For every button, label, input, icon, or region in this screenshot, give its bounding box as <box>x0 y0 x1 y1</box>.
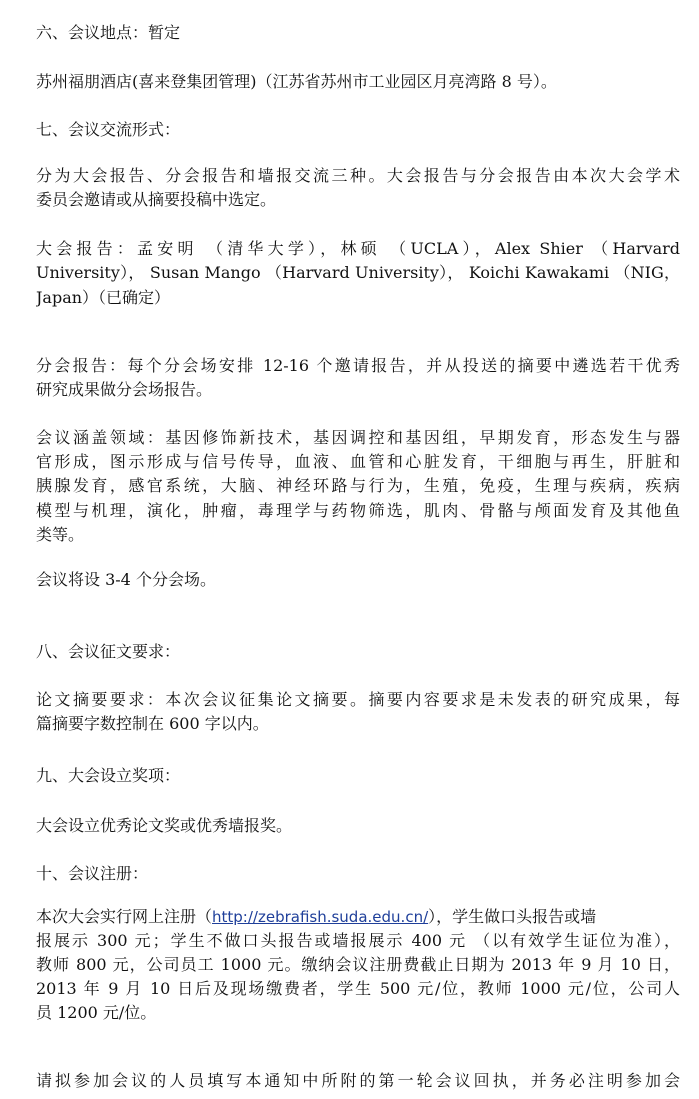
topics-line-3: 胰腺发育，感官系统，大脑、神经环路与行为，生殖，免疫，生理与疾病，疾病 <box>36 476 680 495</box>
section-10-heading: 十、会议注册： <box>36 864 149 883</box>
registration-line-3: 教师 800 元，公司员工 1000 元。缴纳会议注册费截止日期为 2013 年 9 月 10 日， <box>36 955 680 974</box>
exchange-format-line-1: 分为大会报告、分会报告和墙报交流三种。大会报告与分会报告由本次大会学术 <box>36 166 680 185</box>
registration-line-1 <box>36 905 680 929</box>
venue-text: 苏州福朋酒店(喜来登集团管理)（江苏省苏州市工业园区月亮湾路 8 号）。 <box>36 72 557 91</box>
closing-text-line-1: 请拟参加会议的人员填写本通知中所附的第一轮会议回执，并务必注明参加会 <box>36 1071 680 1090</box>
session-reports-line-2: 研究成果做分会场报告。 <box>36 380 213 399</box>
exchange-format-line-2: 委员会邀请或从摘要投稿中选定。 <box>36 190 277 209</box>
plenary-speakers-line-3: Japan）（已确定） <box>36 288 171 307</box>
section-6-heading: 六、会议地点：暂定 <box>36 23 181 42</box>
abstract-requirement-line-1: 论文摘要要求：本次会议征集论文摘要。摘要内容要求是未发表的研究成果，每 <box>36 690 680 709</box>
registration-line-2: 报展示 300 元；学生不做口头报告或墙报展示 400 元 （以有效学生证位为准）， <box>36 931 680 950</box>
registration-link[interactable]: http://zebrafish.suda.edu.cn/ <box>212 908 429 926</box>
topics-line-1: 会议涵盖领域：基因修饰新技术，基因调控和基因组，早期发育，形态发生与器 <box>36 428 680 447</box>
awards-text: 大会设立优秀论文奖或优秀墙报奖。 <box>36 816 293 835</box>
section-7-heading: 七、会议交流形式： <box>36 120 181 139</box>
registration-line-4: 2013 年 9 月 10 日后及现场缴费者，学生 500 元/位，教师 1000 元/位，公司人 <box>36 979 680 998</box>
registration-line-1-pre: 本次大会实行网上注册（ <box>36 907 213 926</box>
plenary-speakers-line-1: 大会报告：孟安明 （清华大学），林硕 （UCLA），Alex Shier （Harvard <box>36 239 680 258</box>
session-count-text: 会议将设 3-4 个分会场。 <box>36 570 216 589</box>
topics-line-5: 类等。 <box>36 525 85 544</box>
section-8-heading: 八、会议征文要求： <box>36 642 181 661</box>
session-reports-line-1: 分会报告：每个分会场安排 12-16 个邀请报告，并从投送的摘要中遴选若干优秀 <box>36 356 680 375</box>
section-9-heading: 九、大会设立奖项： <box>36 766 181 785</box>
abstract-requirement-line-2: 篇摘要字数控制在 600 字以内。 <box>36 714 269 733</box>
topics-line-4: 模型与机理，演化，肿瘤，毒理学与药物筛选，肌肉、骨骼与颅面发育及其他鱼 <box>36 501 680 520</box>
topics-line-2: 官形成，图示形成与信号传导，血液、血管和心脏发育，干细胞与再生，肝脏和 <box>36 452 680 471</box>
registration-line-5: 员 1200 元/位。 <box>36 1003 157 1022</box>
registration-line-1-post: ），学生做口头报告或墙 <box>428 907 597 926</box>
plenary-speakers-line-2: University）， Susan Mango （Harvard University）， Koichi Kawakami （NIG， <box>36 263 680 282</box>
